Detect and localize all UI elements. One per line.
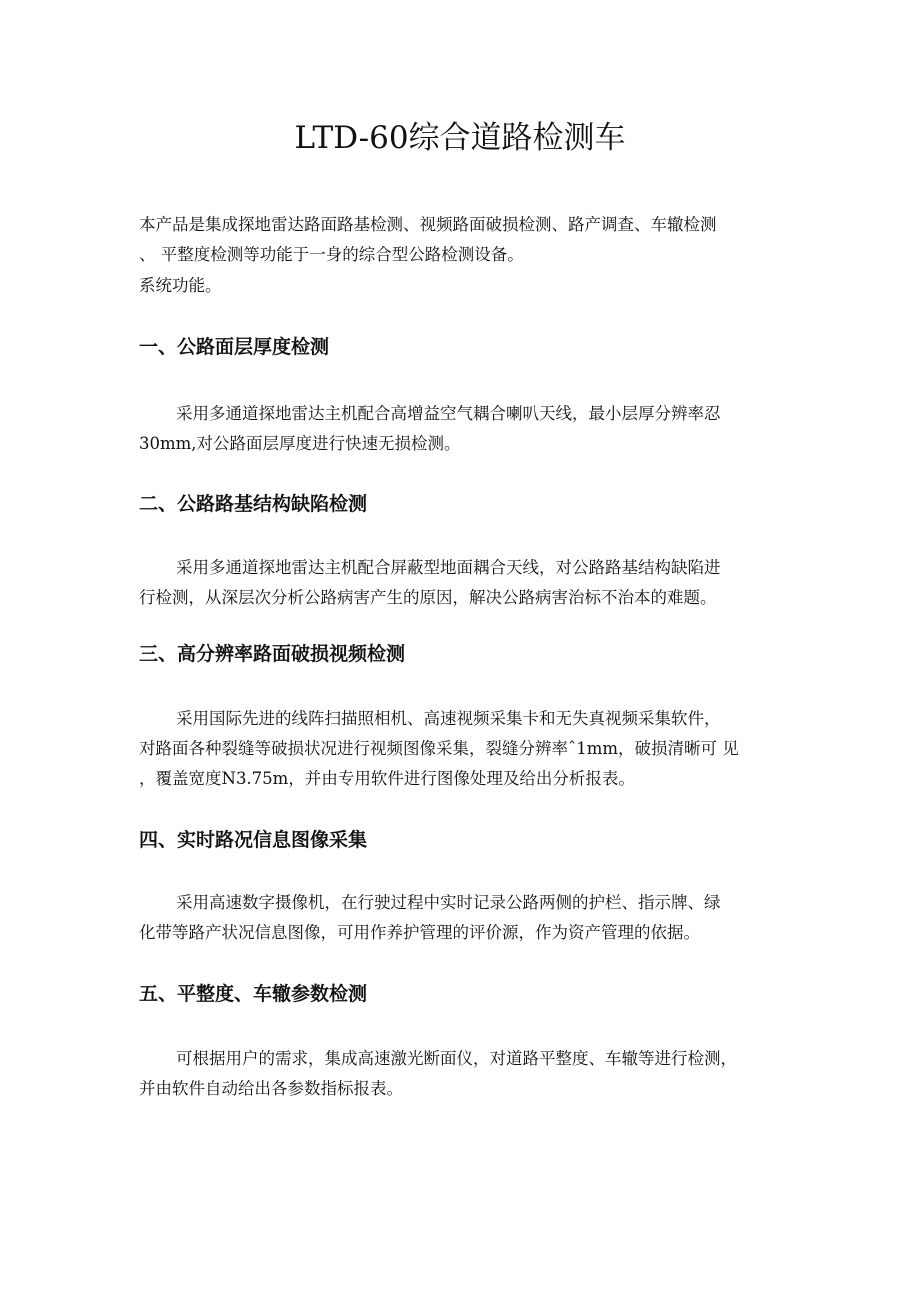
section-3-line-2: 对路面各种裂缝等破损状况进行视频图像采集，裂缝分辨率ˆ1mm，破损清晰可 见 — [139, 739, 739, 758]
section-3-line-3: ，覆盖宽度N3.75m，并由专用软件进行图像处理及给出分析报表。 — [139, 769, 635, 788]
section-2-line-2: 行检测，从深层次分析公路病害产生的原因，解决公路病害治标不治本的难题。 — [139, 588, 717, 607]
section-5-line-1: 可根据用户的需求，集成高速激光断面仪，对道路平整度、车辙等进行检测， — [176, 1049, 737, 1068]
document-title: LTD-60综合道路检测车 — [294, 120, 626, 156]
section-1-line-1: 采用多通道探地雷达主机配合高增益空气耦合喇叭天线，最小层厚分辨率忍 — [176, 404, 721, 423]
section-2-heading: 二、公路路基结构缺陷检测 — [139, 493, 368, 515]
section-1-line-2: 30mm,对公路面层厚度进行快速无损检测。 — [139, 434, 461, 453]
section-1-heading: 一、公路面层厚度检测 — [139, 336, 330, 358]
intro-line-2: 、 平整度检测等功能于一身的综合型公路检测设备。 — [139, 245, 524, 264]
section-4-line-2: 化带等路产状况信息图像，可用作养护管理的评价源，作为资产管理的依据。 — [139, 923, 700, 942]
section-5-line-2: 并由软件自动给出各参数指标报表。 — [139, 1079, 403, 1098]
section-4-line-1: 采用高速数字摄像机，在行驶过程中实时记录公路两侧的护栏、指示牌、绿 — [176, 893, 721, 912]
section-3-heading: 三、高分辨率路面破损视频检测 — [139, 643, 406, 665]
section-2-line-1: 采用多通道探地雷达主机配合屏蔽型地面耦合天线，对公路路基结构缺陷进 — [176, 558, 721, 577]
section-5-heading: 五、平整度、车辙参数检测 — [139, 983, 368, 1005]
intro-line-3: 系统功能。 — [139, 276, 222, 295]
intro-line-1: 本产品是集成探地雷达路面路基检测、视频路面破损检测、路产调查、车辙检测 — [139, 215, 717, 234]
section-3-line-1: 采用国际先进的线阵扫描照相机、高速视频采集卡和无失真视频采集软件， — [176, 709, 721, 728]
section-4-heading: 四、实时路况信息图像采集 — [139, 829, 368, 851]
